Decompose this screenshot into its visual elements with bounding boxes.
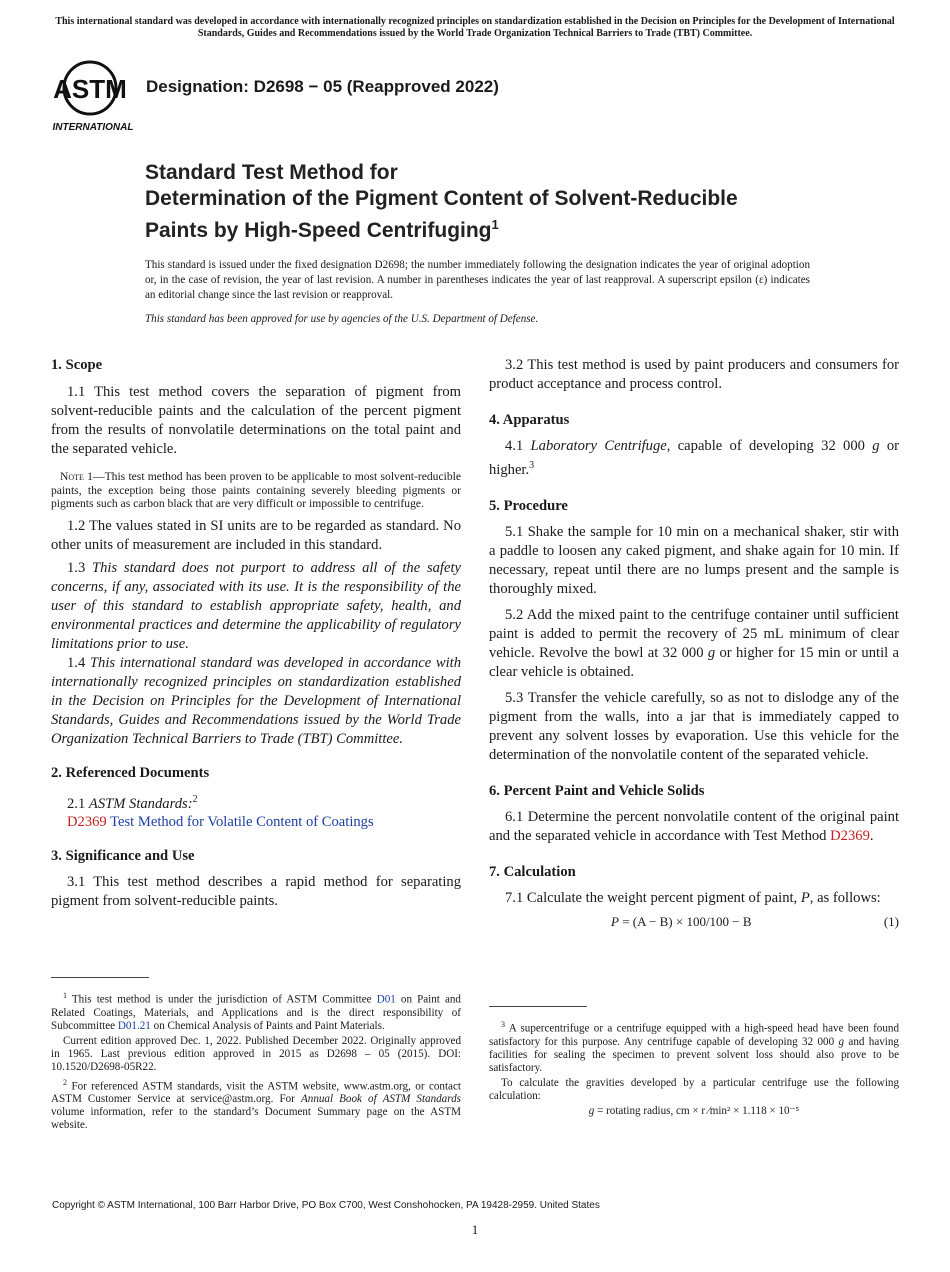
- para-5-2-g: g: [707, 644, 716, 661]
- footnote-eq-var-g: g: [588, 1104, 595, 1117]
- note-1: [51, 470, 461, 511]
- para-5-3: 5.3 Transfer the vehicle carefully, so as not to dislodge any of the pigment from the walls, into a jar that is immediately capped to prevent any solvent losses by evaporation. Use this vehicle for the determination of the nonvolatile content of the separated vehicle.: [489, 689, 899, 763]
- para-5-1: 5.1 Shake the sample for 10 min on a mechanical shaker, stir with a paddle to loosen any caked pigment, and shake again for 10 min. If necessary, repeat until there are no lumps present and the sample is thoroughly mixed.: [489, 523, 899, 597]
- reference-d2369: [51, 813, 461, 832]
- section-2-heading: 2. Referenced Documents: [51, 764, 210, 781]
- para-1-4: [51, 654, 461, 749]
- para-5-2-text-b: or higher for 15 min or until a clear vehicle is obtained.: [489, 644, 900, 680]
- footnote-2-italic: Annual Book of ASTM Standards: [301, 1093, 462, 1106]
- standards-notice: This international standard was developed in accordance with internationally recognized principles on standardization established in the Decision on Principles for the Development of International Standards, Guides and Recommendations issued by the World Trade Organization Technical Barriers to Trade (TBT) Committee.: [55, 16, 895, 39]
- title-line-1: Standard Test Method for: [145, 161, 398, 184]
- para-2-1-number: 2.1: [67, 795, 86, 812]
- footnote-2: [51, 1076, 461, 1133]
- footnote-2-text-a: For referenced ASTM standards, visit the ASTM website, www.astm.org, or contact ASTM Customer Service at service@astm.org. For: [51, 1080, 461, 1106]
- para-4-1-italic: Laboratory Centrifuge,: [530, 438, 671, 454]
- committee-link[interactable]: D01: [376, 993, 396, 1006]
- footnote-2-text-b: volume information, refer to the standard’s Document Summary page on the ASTM website.: [51, 1106, 461, 1132]
- astm-logo-graphic: [52, 58, 136, 134]
- title-footnote-ref: 1: [491, 217, 499, 232]
- designation: Designation: D2698 − 05 (Reapproved 2022): [146, 77, 499, 96]
- note-label: Note 1: [60, 470, 93, 483]
- astm-logo: [52, 58, 136, 134]
- para-6-1: [489, 808, 899, 846]
- footnote-1-text-b: on Paint and Related Coatings, Materials, and Applications and is the direct responsibility of Subcommittee: [51, 993, 461, 1032]
- ref-code-link[interactable]: D2369: [67, 814, 107, 831]
- test-method-link[interactable]: D2369: [830, 827, 870, 844]
- equation-1: [489, 910, 899, 932]
- footnote-3-text-b: and having facilities for sealing the specimen to prevent solvent loss should also prove to be satisfactory.: [489, 1035, 899, 1074]
- para-6-1-text-a: 6.1 Determine the percent nonvolatile content of the original paint and the separated vehicle in accordance with Test Method: [489, 808, 899, 844]
- para-7-1: [489, 889, 899, 908]
- para-4-1-number: 4.1: [505, 438, 524, 454]
- footnote-divider-left: [51, 977, 149, 978]
- para-7-1-text-a: 7.1 Calculate the weight percent pigment of paint,: [505, 889, 798, 906]
- para-5-2-text-a: 5.2 Add the mixed paint to the centrifuge container until sufficient paint is added to permit the recovery of 25 mL minimum of clear vehicle. Revolve the bowl at 32 000: [489, 606, 899, 661]
- para-4-1-text-a: capable of developing 32 000: [677, 438, 865, 454]
- logo-text: ASTM: [53, 74, 127, 104]
- footnote-1-edition: Current edition approved Dec. 1, 2022. Published December 2022. Originally approved in 1965. Last previous edition approved in 2015 as D2698 – 05 (2015). DOI: 10.1520/D2698-05R22.: [51, 1034, 461, 1073]
- footnote-2-mark: 2: [63, 1077, 67, 1087]
- footnote-1-text-c: on Chemical Analysis of Paints and Paint Materials.: [153, 1019, 385, 1032]
- page-title: [145, 160, 865, 244]
- footnote-ref-3: 3: [529, 460, 535, 471]
- para-1-4-text: This international standard was developed in accordance with internationally recognized principles on standardization established in the Decision on Principles for the Development of International Standards, Guides and Recommendations issued by the World Trade Organization Technical Barriers to Trade (TBT) Committee.: [51, 654, 462, 747]
- ref-title-link[interactable]: Test Method for Volatile Content of Coatings: [110, 814, 374, 831]
- footnote-3: [489, 1018, 899, 1075]
- para-5-2: [489, 606, 899, 682]
- section-3-heading: 3. Significance and Use: [51, 848, 195, 865]
- left-column: [51, 356, 461, 911]
- footnote-1: [51, 989, 461, 1033]
- intro-paragraph: This standard is issued under the fixed designation D2698; the number immediately following the designation indicates the year of original adoption or, in the case of revision, the year of last revision. A number in parentheses indicates the year of last reapproval. A superscript epsilon (ε) indicates an editorial change since the last revision or reapproval.: [145, 259, 810, 301]
- para-4-1-text-b: or higher.: [489, 438, 899, 478]
- footnote-3-mark: 3: [501, 1020, 505, 1029]
- footnote-3-calc-intro: To calculate the gravities developed by a particular centrifuge use the following calculation:: [489, 1076, 899, 1102]
- para-2-1: [51, 790, 461, 814]
- section-7-heading: 7. Calculation: [489, 863, 576, 880]
- title-line-2: Determination of the Pigment Content of Solvent-Reducible: [145, 187, 738, 210]
- equation-number: (1): [883, 913, 899, 929]
- note-text: —This test method has been proven to be applicable to most solvent-reducible paints, the exception being those paints containing severely bleeding pigments or pigments such as carbon black that are very difficult or impossible to centrifuge.: [51, 470, 461, 510]
- title-line-3: [145, 212, 865, 244]
- section-1-heading: 1. Scope: [51, 357, 103, 373]
- footnote-divider-right: [489, 1006, 587, 1007]
- para-3-1: 3.1 This test method describes a rapid method for separating pigment from solvent-reducible paints.: [51, 874, 461, 910]
- para-1-1: 1.1 This test method covers the separation of pigment from solvent-reducible paints and the calculation of the percent pigment from the results of nonvolatile determinations on the total paint and the separated vehicle.: [51, 384, 461, 457]
- para-7-1-text-b: , as follows:: [809, 889, 881, 906]
- title-line-3-text: Paints by High-Speed Centrifuging: [145, 219, 492, 242]
- copyright-line: Copyright © ASTM International, 100 Barr Harbor Drive, PO Box C700, West Conshohocken, PA 19428-2959. United States: [52, 1200, 600, 1211]
- right-column: [489, 356, 899, 932]
- para-6-1-text-b: .: [869, 827, 874, 844]
- equation-body: [611, 912, 752, 931]
- equation-text: = (A − B) × 100/100 − B: [622, 913, 752, 929]
- para-1-3-number: 1.3: [67, 559, 86, 576]
- para-1-2: 1.2 The values stated in SI units are to be regarded as standard. No other units of measurement are included in this standard.: [51, 517, 461, 553]
- footnote-3-g: g: [838, 1035, 845, 1048]
- subcommittee-link[interactable]: D01.21: [117, 1019, 151, 1032]
- section-5-heading: 5. Procedure: [489, 497, 568, 514]
- footnote-3-text-a: A supercentrifuge or a centrifuge equipped with a high-speed head have been found satisfactory for this purpose. Any centrifuge capable of developing 32 000: [489, 1022, 899, 1048]
- para-4-1: [489, 437, 899, 480]
- para-1-4-number: 1.4: [67, 654, 86, 671]
- footnote-3-equation: [489, 1105, 899, 1118]
- footnotes-left: [51, 989, 461, 1132]
- para-1-3-text: This standard does not purport to address all of the safety concerns, if any, associated with its use. It is the responsibility of the user of this standard to establish appropriate safety, health, and environmental practices and determine the applicability of regulatory limitations prior to use.: [51, 559, 461, 652]
- para-3-2: 3.2 This test method is used by paint producers and consumers for product acceptance and process control.: [489, 357, 899, 392]
- equation-var-p: P: [611, 913, 619, 929]
- para-4-1-g: g: [872, 438, 880, 454]
- footnote-1-text-a: This test method is under the jurisdiction of ASTM Committee: [71, 993, 372, 1006]
- para-1-3: [51, 559, 461, 654]
- footnote-ref-2: 2: [192, 793, 198, 805]
- logo-subtext: INTERNATIONAL: [52, 122, 134, 133]
- footnote-eq-text: = rotating radius, cm × r ⁄min² × 1.118 × 10⁻⁵: [597, 1104, 800, 1117]
- para-7-1-var: P: [800, 889, 810, 906]
- section-6-heading: 6. Percent Paint and Vehicle Solids: [489, 782, 705, 799]
- footnote-1-mark: 1: [63, 991, 67, 1000]
- section-4-heading: 4. Apparatus: [489, 412, 570, 428]
- page-number: 1: [471, 1222, 479, 1237]
- para-2-1-text: ASTM Standards:: [88, 795, 193, 812]
- footnotes-right: [489, 1018, 899, 1118]
- dod-approval: This standard has been approved for use by agencies of the U.S. Department of Defense.: [145, 313, 539, 325]
